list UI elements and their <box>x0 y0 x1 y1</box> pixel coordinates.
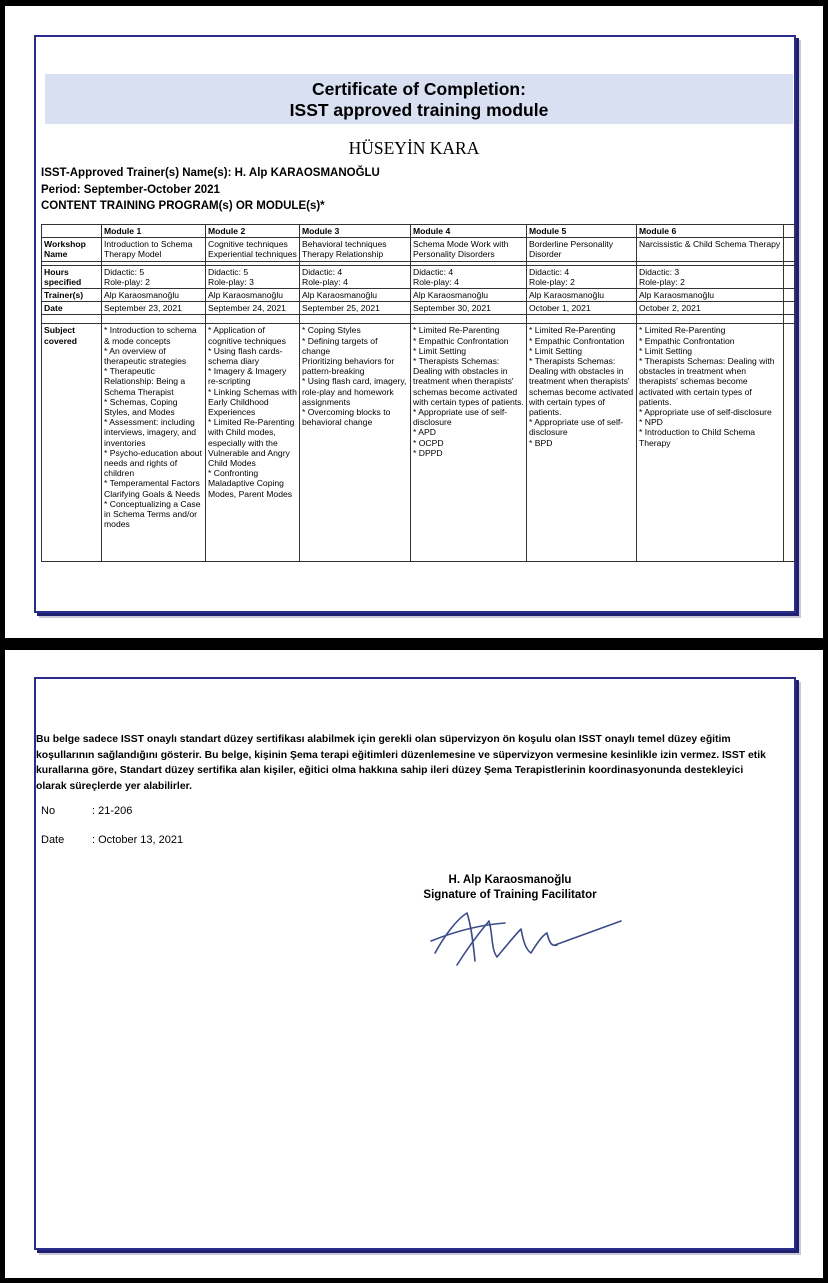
spacer-row <box>42 315 795 324</box>
subject-item: * Temperamental Factors Clarifying Goals & Needs <box>104 478 201 499</box>
trainer-cell: Alp Karaosmanoğlu <box>527 289 637 302</box>
subject-item: * NPD <box>639 417 663 428</box>
row-label <box>42 265 102 288</box>
roleplay-hours: Role-play: 2 <box>104 276 150 287</box>
row-label <box>42 238 102 261</box>
date-value: : October 13, 2021 <box>92 834 184 846</box>
date-cell: September 24, 2021 <box>206 302 300 315</box>
hours-cell <box>637 265 784 288</box>
blank-cell <box>784 324 795 562</box>
trainer-row <box>42 289 795 302</box>
subject-cell <box>300 324 411 562</box>
subject-item: * Limited Re-Parenting with Child modes, especially with the Vulnerable and Angry Child Modes <box>208 417 295 469</box>
trainer-cell: Alp Karaosmanoğlu <box>206 289 300 302</box>
hours-cell <box>411 265 527 288</box>
workshop-cell: Narcissistic & Child Schema Therapy <box>637 238 784 261</box>
blank-cell <box>784 238 795 261</box>
date-cell: October 2, 2021 <box>637 302 784 315</box>
subject-item: * Therapeutic Relationship: Being a Schema Therapist <box>104 366 186 397</box>
subject-item: * Confronting Maladaptive Coping Modes, Parent Modes <box>208 468 293 499</box>
workshop-cell: Introduction to Schema Therapy Model <box>102 238 206 261</box>
module-header: Module 3 <box>300 225 411 238</box>
subject-item: * Empathic Confrontation <box>529 335 625 346</box>
subject-item: * Appropriate use of self-disclosure <box>413 407 508 428</box>
subject-item: * Appropriate use of self-disclosure <box>639 407 772 418</box>
row-label-line: specified <box>44 276 82 287</box>
signature-stroke <box>431 923 505 941</box>
hours-cell <box>102 265 206 288</box>
subject-cell <box>102 324 206 562</box>
didactic-hours: Didactic: 5 <box>208 266 249 277</box>
subject-item: * OCPD <box>413 437 444 448</box>
subject-item: * Limited Re-Parenting <box>413 325 500 336</box>
subject-item: * Appropriate use of self-disclosure <box>529 417 624 438</box>
signatory-title: Signature of Training Facilitator <box>423 889 597 901</box>
module-header: Module 1 <box>102 225 206 238</box>
subject-item: * DPPD <box>413 447 443 458</box>
subject-item: * Therapists Schemas: Dealing with obstacles in treatment when therapists' schemas become activated with certain types of patients. <box>413 356 524 407</box>
didactic-hours: Didactic: 5 <box>104 266 145 277</box>
row-label: Date <box>42 302 102 315</box>
subject-item: * Limit Setting <box>529 345 583 356</box>
module-header: Module 5 <box>527 225 637 238</box>
subject-item: * Using flash card, imagery, role-play and homework assignments <box>302 376 407 407</box>
row-label-line: Subject <box>44 325 76 336</box>
didactic-hours: Didactic: 4 <box>413 266 454 277</box>
subject-item: * Limit Setting <box>413 345 467 356</box>
trainer-cell: Alp Karaosmanoğlu <box>102 289 206 302</box>
module-header: Module 6 <box>637 225 784 238</box>
signatory-name: H. Alp Karaosmanoğlu <box>448 874 572 886</box>
workshop-cell: Cognitive techniques Experiential techniques <box>206 238 300 261</box>
subject-item: * APD <box>413 427 436 438</box>
date-cell: October 1, 2021 <box>527 302 637 315</box>
row-label-line: Workshop <box>44 239 86 250</box>
row-label-line: Hours <box>44 266 69 277</box>
subject-item: * Linking Schemas with Early Childhood Experiences <box>208 386 297 418</box>
workshop-row <box>42 238 795 261</box>
roleplay-hours: Role-play: 2 <box>639 276 685 287</box>
subject-item: * Coping Styles <box>302 325 361 336</box>
row-label-line: covered <box>44 335 77 346</box>
subject-item: * Limited Re-Parenting <box>639 325 726 336</box>
corner-cell <box>42 225 102 238</box>
subject-item: * Application of cognitive techniques <box>208 325 286 346</box>
handwritten-signature <box>427 905 627 975</box>
subject-item: * Limited Re-Parenting <box>529 325 616 336</box>
modules-table <box>41 224 795 562</box>
trainer-line: ISST-Approved Trainer(s) Name(s): H. Alp KARAOSMANOĞLU <box>41 167 380 179</box>
didactic-hours: Didactic: 4 <box>302 266 343 277</box>
date-label: Date <box>41 834 65 846</box>
trainer-cell: Alp Karaosmanoğlu <box>637 289 784 302</box>
trainer-cell: Alp Karaosmanoğlu <box>300 289 411 302</box>
roleplay-hours: Role-play: 2 <box>529 276 575 287</box>
date-cell: September 25, 2021 <box>300 302 411 315</box>
workshop-cell: Behavioral techniques Therapy Relationship <box>300 238 411 261</box>
certificate-title <box>45 74 793 124</box>
date-row <box>42 302 795 315</box>
subject-item: * Assessment: including interviews, imagery, and inventories <box>104 417 197 448</box>
roleplay-hours: Role-play: 3 <box>208 276 254 287</box>
number-label: No <box>41 805 56 817</box>
module-header: Module 2 <box>206 225 300 238</box>
subject-item: * Therapists Schemas: Dealing with obstacles in treatment when therapists' schemas become activated with certain types of patients. <box>639 356 775 407</box>
subject-item: * An overview of therapeutic strategies <box>104 345 187 367</box>
subject-cell <box>637 324 784 562</box>
hours-row <box>42 265 795 288</box>
subject-item: * Defining targets of change <box>302 335 378 356</box>
didactic-hours: Didactic: 3 <box>639 266 680 277</box>
date-cell: September 23, 2021 <box>102 302 206 315</box>
subject-item: * Overcoming blocks to behavioral change <box>302 407 391 428</box>
subject-item: * Imagery & Imagery re-scripting <box>208 366 287 387</box>
signature-block <box>420 873 600 903</box>
recipient-name: HÜSEYİN KARA <box>348 138 480 158</box>
subject-item: * Introduction to schema & mode concepts <box>104 325 197 346</box>
subject-item: * Empathic Confrontation <box>639 335 735 346</box>
certificate-page <box>5 6 823 638</box>
hours-cell <box>527 265 637 288</box>
subject-item: Prioritizing behaviors for pattern-breaking <box>302 356 395 377</box>
content-line: CONTENT TRAINING PROGRAM(s) OR MODULE(s)* <box>41 200 325 212</box>
subject-item: * Limit Setting <box>639 345 693 356</box>
period-line: Period: September-October 2021 <box>41 184 220 196</box>
row-label <box>42 324 102 562</box>
workshop-cell: Borderline Personality Disorder <box>527 238 637 261</box>
subject-cell <box>206 324 300 562</box>
subject-item: * Empathic Confrontation <box>413 335 509 346</box>
module-header: Module 4 <box>411 225 527 238</box>
subject-item: * Schemas, Coping Styles, and Modes <box>104 396 178 418</box>
trainer-cell: Alp Karaosmanoğlu <box>411 289 527 302</box>
subject-item: * Introduction to Child Schema Therapy <box>639 427 756 448</box>
hours-cell <box>300 265 411 288</box>
title-line-1: Certificate of Completion: <box>312 79 526 99</box>
subject-item: * Therapists Schemas: Dealing with obstacles in treatment when therapists' schemas become activated with certain types of patients. <box>529 356 634 418</box>
subject-item: * Psycho-education about needs and rights of children <box>104 447 202 479</box>
table-header-row <box>42 225 795 238</box>
roleplay-hours: Role-play: 4 <box>302 276 348 287</box>
subject-cell <box>527 324 637 562</box>
blank-cell <box>784 289 795 302</box>
subject-item: * BPD <box>529 437 553 448</box>
workshop-cell: Schema Mode Work with Personality Disorders <box>411 238 527 261</box>
hours-cell <box>206 265 300 288</box>
subject-item: * Using flash cards-schema diary <box>208 345 283 367</box>
subject-item: * Conceptualizing a Case in Schema Terms and/or modes <box>104 498 201 530</box>
number-value: : 21-206 <box>92 805 133 817</box>
roleplay-hours: Role-play: 4 <box>413 276 459 287</box>
date-cell: September 30, 2021 <box>411 302 527 315</box>
blank-cell <box>784 225 795 238</box>
title-line-2: ISST approved training module <box>289 100 549 120</box>
signature-stroke <box>555 921 621 945</box>
blank-cell <box>784 265 795 288</box>
row-label: Trainer(s) <box>42 289 102 302</box>
blank-cell <box>784 302 795 315</box>
didactic-hours: Didactic: 4 <box>529 266 570 277</box>
declaration-notice: Bu belge sadece ISST onaylı standart düzey sertifikası alabilmek için gerekli olan süpervizyon ön koşulu olan ISST onaylı temel düzey eğitim koşullarının sağlandığını gösterir. Bu belge, kişinin Şema terapi eğitimleri düzenlemesine ve süpervizyon vermesine kesinlikle izin vermez. ISST etik kurallarına göre, Standart düzey sertifika alan kişiler, eğitici olma hakkına sahip ileri düzey Şema Terapistlerinin koordinasyonunda destekleyici olarak süreçlerde yer alabilirler. <box>36 734 766 792</box>
row-label-line: Name <box>44 249 68 260</box>
subject-row <box>42 324 795 562</box>
subject-cell <box>411 324 527 562</box>
